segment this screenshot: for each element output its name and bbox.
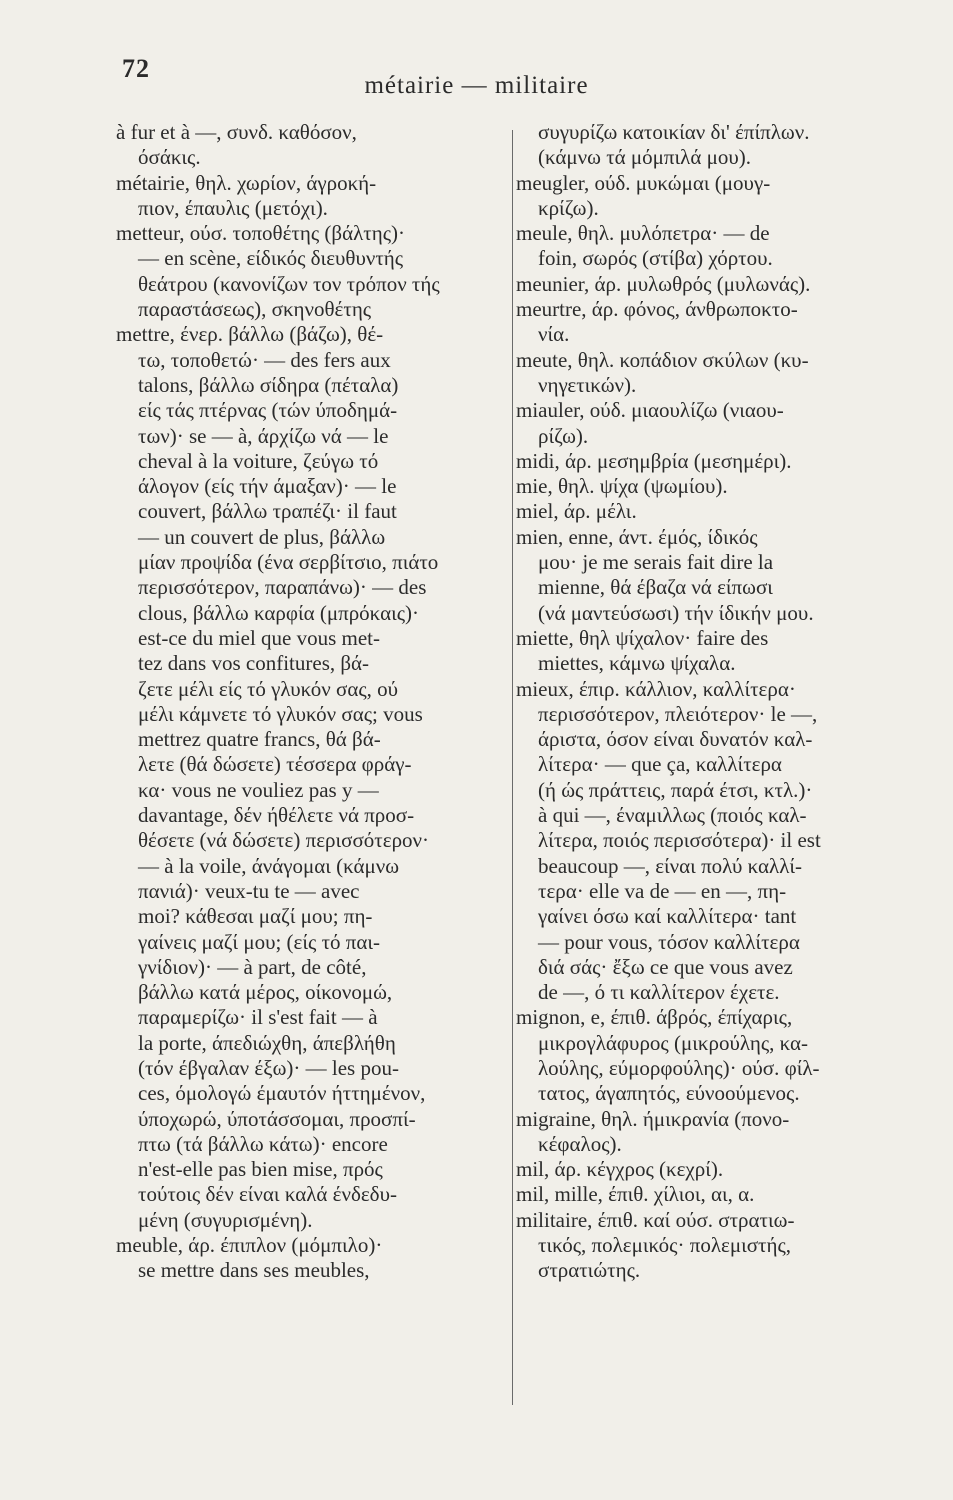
dictionary-line: — à la voile, άνάγομαι (κάμνω xyxy=(138,853,400,878)
dictionary-line: meugler, ούδ. μυκώμαι (μουγ- xyxy=(516,170,771,195)
dictionary-line: βάλλω κατά μέρος, οίκονομώ, xyxy=(138,980,393,1005)
dictionary-line: mil, mille, έπιθ. χίλιοι, αι, α. xyxy=(516,1182,755,1207)
dictionary-line: meute, θηλ. κοπάδιον σκύλων (κυ- xyxy=(516,347,809,372)
dictionary-line: μένη (συγυρισμένη). xyxy=(138,1207,313,1232)
dictionary-line: κέφαλος). xyxy=(538,1131,622,1156)
dictionary-line: ζετε μέλι είς τό γλυκόν σας, ού xyxy=(138,676,399,701)
dictionary-line: θέσετε (νά δώσετε) περισσότερον· xyxy=(138,828,430,853)
dictionary-line: τω, τοποθετώ· — des fers aux xyxy=(138,347,391,372)
dictionary-line: νηγετικών). xyxy=(538,372,637,397)
column-divider xyxy=(512,130,513,1405)
dictionary-line: migraine, θηλ. ήμικρανία (πονο- xyxy=(516,1106,790,1131)
dictionary-line: mieux, έπιρ. κάλλιον, καλλίτερα· xyxy=(516,676,796,701)
dictionary-line: περισσότερον, παραπάνω)· — des xyxy=(138,575,427,600)
dictionary-line: (ή ώς πράττεις, παρά έτσι, κτλ.)· xyxy=(538,777,813,802)
dictionary-line: συγυρίζω κατοικίαν δι' έπίπλων. xyxy=(538,120,810,144)
right-column xyxy=(516,120,916,1284)
dictionary-line: midi, άρ. μεσημβρία (μεσημέρι). xyxy=(516,448,792,473)
dictionary-line: παραστάσεως), σκηνοθέτης xyxy=(138,297,372,322)
running-head: métairie — militaire xyxy=(364,72,589,99)
dictionary-line: militaire, έπιθ. καί ούσ. στρατιω- xyxy=(516,1207,795,1232)
dictionary-line: mignon, e, έπιθ. άβρός, έπίχαρις, xyxy=(516,1005,793,1030)
dictionary-line: είς τάς πτέρνας (τών ύποδημά- xyxy=(138,398,398,423)
dictionary-line: τατος, άγαπητός, εύνοούμενος. xyxy=(538,1081,800,1106)
dictionary-line: talons, βάλλω σίδηρα (πέταλα) xyxy=(138,372,399,397)
dictionary-line: λετε (θά δώσετε) τέσσερα φράγ- xyxy=(138,752,412,777)
dictionary-line: couvert, βάλλω τραπέζι· il faut xyxy=(138,499,397,524)
dictionary-line: μίαν προψίδα (ένα σερβίτσιο, πιάτο xyxy=(138,550,439,575)
dictionary-line: miel, άρ. μέλι. xyxy=(516,499,637,524)
dictionary-line: moi? κάθεσαι μαζί μου; πη- xyxy=(138,904,373,929)
dictionary-line: ces, όμολογώ έμαυτόν ήττημένον, xyxy=(138,1081,426,1106)
dictionary-line: ρίζω). xyxy=(538,423,589,448)
dictionary-line: — un couvert de plus, βάλλω xyxy=(138,524,386,549)
dictionary-line: foin, σωρός (στίβα) χόρτου. xyxy=(538,246,773,271)
dictionary-line: τούτοις δέν είναι καλά ένδεδυ- xyxy=(138,1182,397,1207)
dictionary-line: γαίνεις μαζί μου; (είς τό παι- xyxy=(138,929,381,954)
dictionary-line: mettrez quatre francs, θά βά- xyxy=(138,727,381,752)
dictionary-line: διά σάς· ἔξω ce que vous avez xyxy=(538,954,793,979)
dictionary-line: νία. xyxy=(538,322,570,347)
dictionary-line: λίτερα· — que ça, καλλίτερα xyxy=(538,752,782,777)
dictionary-line: λίτερα, ποιός περισσότερα)· il est xyxy=(538,828,821,853)
dictionary-line: davantage, δέν ήθέλετε νά προσ- xyxy=(138,803,415,828)
dictionary-line: meule, θηλ. μυλόπετρα· — de xyxy=(516,221,770,246)
dictionary-line: n'est-elle pas bien mise, πρός xyxy=(138,1157,383,1182)
dictionary-line: mienne, θά έβαζα νά είπωσι xyxy=(538,575,773,600)
dictionary-line: άλογον (είς τήν άμαξαν)· — le xyxy=(138,474,397,499)
dictionary-line: meurtre, άρ. φόνος, άνθρωποκτο- xyxy=(516,297,798,322)
dictionary-line: metteur, ούσ. τοποθέτης (βάλτης)· xyxy=(116,221,406,246)
dictionary-line: γαίνει όσω καί καλλίτερα· tant xyxy=(538,904,797,929)
dictionary-line: la porte, άπεδιώχθη, άπεβλήθη xyxy=(138,1030,396,1055)
dictionary-line: clous, βάλλω καρφία (μπρόκαις)· xyxy=(138,600,420,625)
dictionary-line: à qui —, έναμιλλως (ποιός καλ- xyxy=(538,803,807,828)
dictionary-line: τικός, πολεμικός· πολεμιστής, xyxy=(538,1233,792,1258)
dictionary-line: γνίδιον)· — à part, de côté, xyxy=(138,954,367,979)
dictionary-line: meunier, άρ. μυλωθρός (μυλωνάς). xyxy=(516,271,811,296)
dictionary-line: se mettre dans ses meubles, xyxy=(138,1258,370,1283)
left-column xyxy=(116,120,510,1284)
dictionary-line: miauler, ούδ. μιαουλίζω (νιαου- xyxy=(516,398,784,423)
dictionary-line: στρατιώτης. xyxy=(538,1258,641,1283)
dictionary-line: — en scène, είδικός διευθυντής xyxy=(138,246,404,271)
dictionary-line: de —, ό τι καλλίτερον έχετε. xyxy=(538,980,780,1005)
dictionary-line: παραμερίζω· il s'est fait — à xyxy=(138,1005,378,1030)
dictionary-line: miette, θηλ ψίχαλον· faire des xyxy=(516,625,769,650)
dictionary-line: κρίζω). xyxy=(538,195,599,220)
dictionary-line: — pour vous, τόσον καλλίτερα xyxy=(538,929,800,954)
dictionary-line: μου· je me serais fait dire la xyxy=(538,550,774,575)
dictionary-line: beaucoup —, είναι πολύ καλλί- xyxy=(538,853,803,878)
dictionary-line: (τόν έβγαλαν έξω)· — les pou- xyxy=(138,1055,399,1080)
dictionary-line: πιον, έπαυλις (μετόχι). xyxy=(138,195,328,220)
dictionary-line: μέλι κάμνετε τό γλυκόν σας; vous xyxy=(138,701,423,726)
dictionary-line: τερα· elle va de — en —, πη- xyxy=(538,878,787,903)
dictionary-line: mie, θηλ. ψίχα (ψωμίου). xyxy=(516,474,728,499)
dictionary-line: ύποχωρώ, ύποτάσσομαι, προσπί- xyxy=(138,1106,416,1131)
dictionary-line: meuble, άρ. έπιπλον (μόμπιλο)· xyxy=(116,1233,383,1258)
dictionary-line: est-ce du miel que vous met- xyxy=(138,625,381,650)
dictionary-line: à fur et à —, συνδ. καθόσον, xyxy=(116,120,357,144)
dictionary-line: λούλης, εύμορφούλης)· ούσ. φίλ- xyxy=(538,1055,820,1080)
dictionary-line: mil, άρ. κέγχρος (κεχρί). xyxy=(516,1157,724,1182)
dictionary-line: mettre, ένερ. βάλλω (βάζω), θέ- xyxy=(116,322,384,347)
dictionary-line: miettes, κάμνω ψίχαλα. xyxy=(538,651,736,676)
dictionary-line: θεάτρου (κανονίζων τον τρόπον τής xyxy=(138,271,440,296)
page-number: 72 xyxy=(122,54,150,83)
dictionary-line: mien, enne, άντ. έμός, ίδικός xyxy=(516,524,758,549)
dictionary-line: (νά μαντεύσωσι) τήν ίδικήν μου. xyxy=(538,600,814,625)
dictionary-line: πανιά)· veux-tu te — avec xyxy=(138,878,360,903)
dictionary-line: κα· vous ne vouliez pas y — xyxy=(138,777,379,802)
dictionary-line: άριστα, όσον είναι δυνατόν καλ- xyxy=(538,727,813,752)
dictionary-line: μικρογλάφυρος (μικρούλης, κα- xyxy=(538,1030,809,1055)
dictionary-line: όσάκις. xyxy=(138,145,201,170)
dictionary-line: cheval à la voiture, ζεύγω τό xyxy=(138,448,379,473)
dictionary-line: (κάμνω τά μόμπιλά μου). xyxy=(538,145,752,170)
dictionary-line: tez dans vos confitures, βά- xyxy=(138,651,370,676)
dictionary-line: περισσότερον, πλειότερον· le —, xyxy=(538,701,818,726)
dictionary-line: métairie, θηλ. χωρίον, άγροκή- xyxy=(116,170,377,195)
dictionary-line: πτω (τά βάλλω κάτω)· encore xyxy=(138,1131,388,1156)
dictionary-line: των)· se — à, άρχίζω νά — le xyxy=(138,423,389,448)
